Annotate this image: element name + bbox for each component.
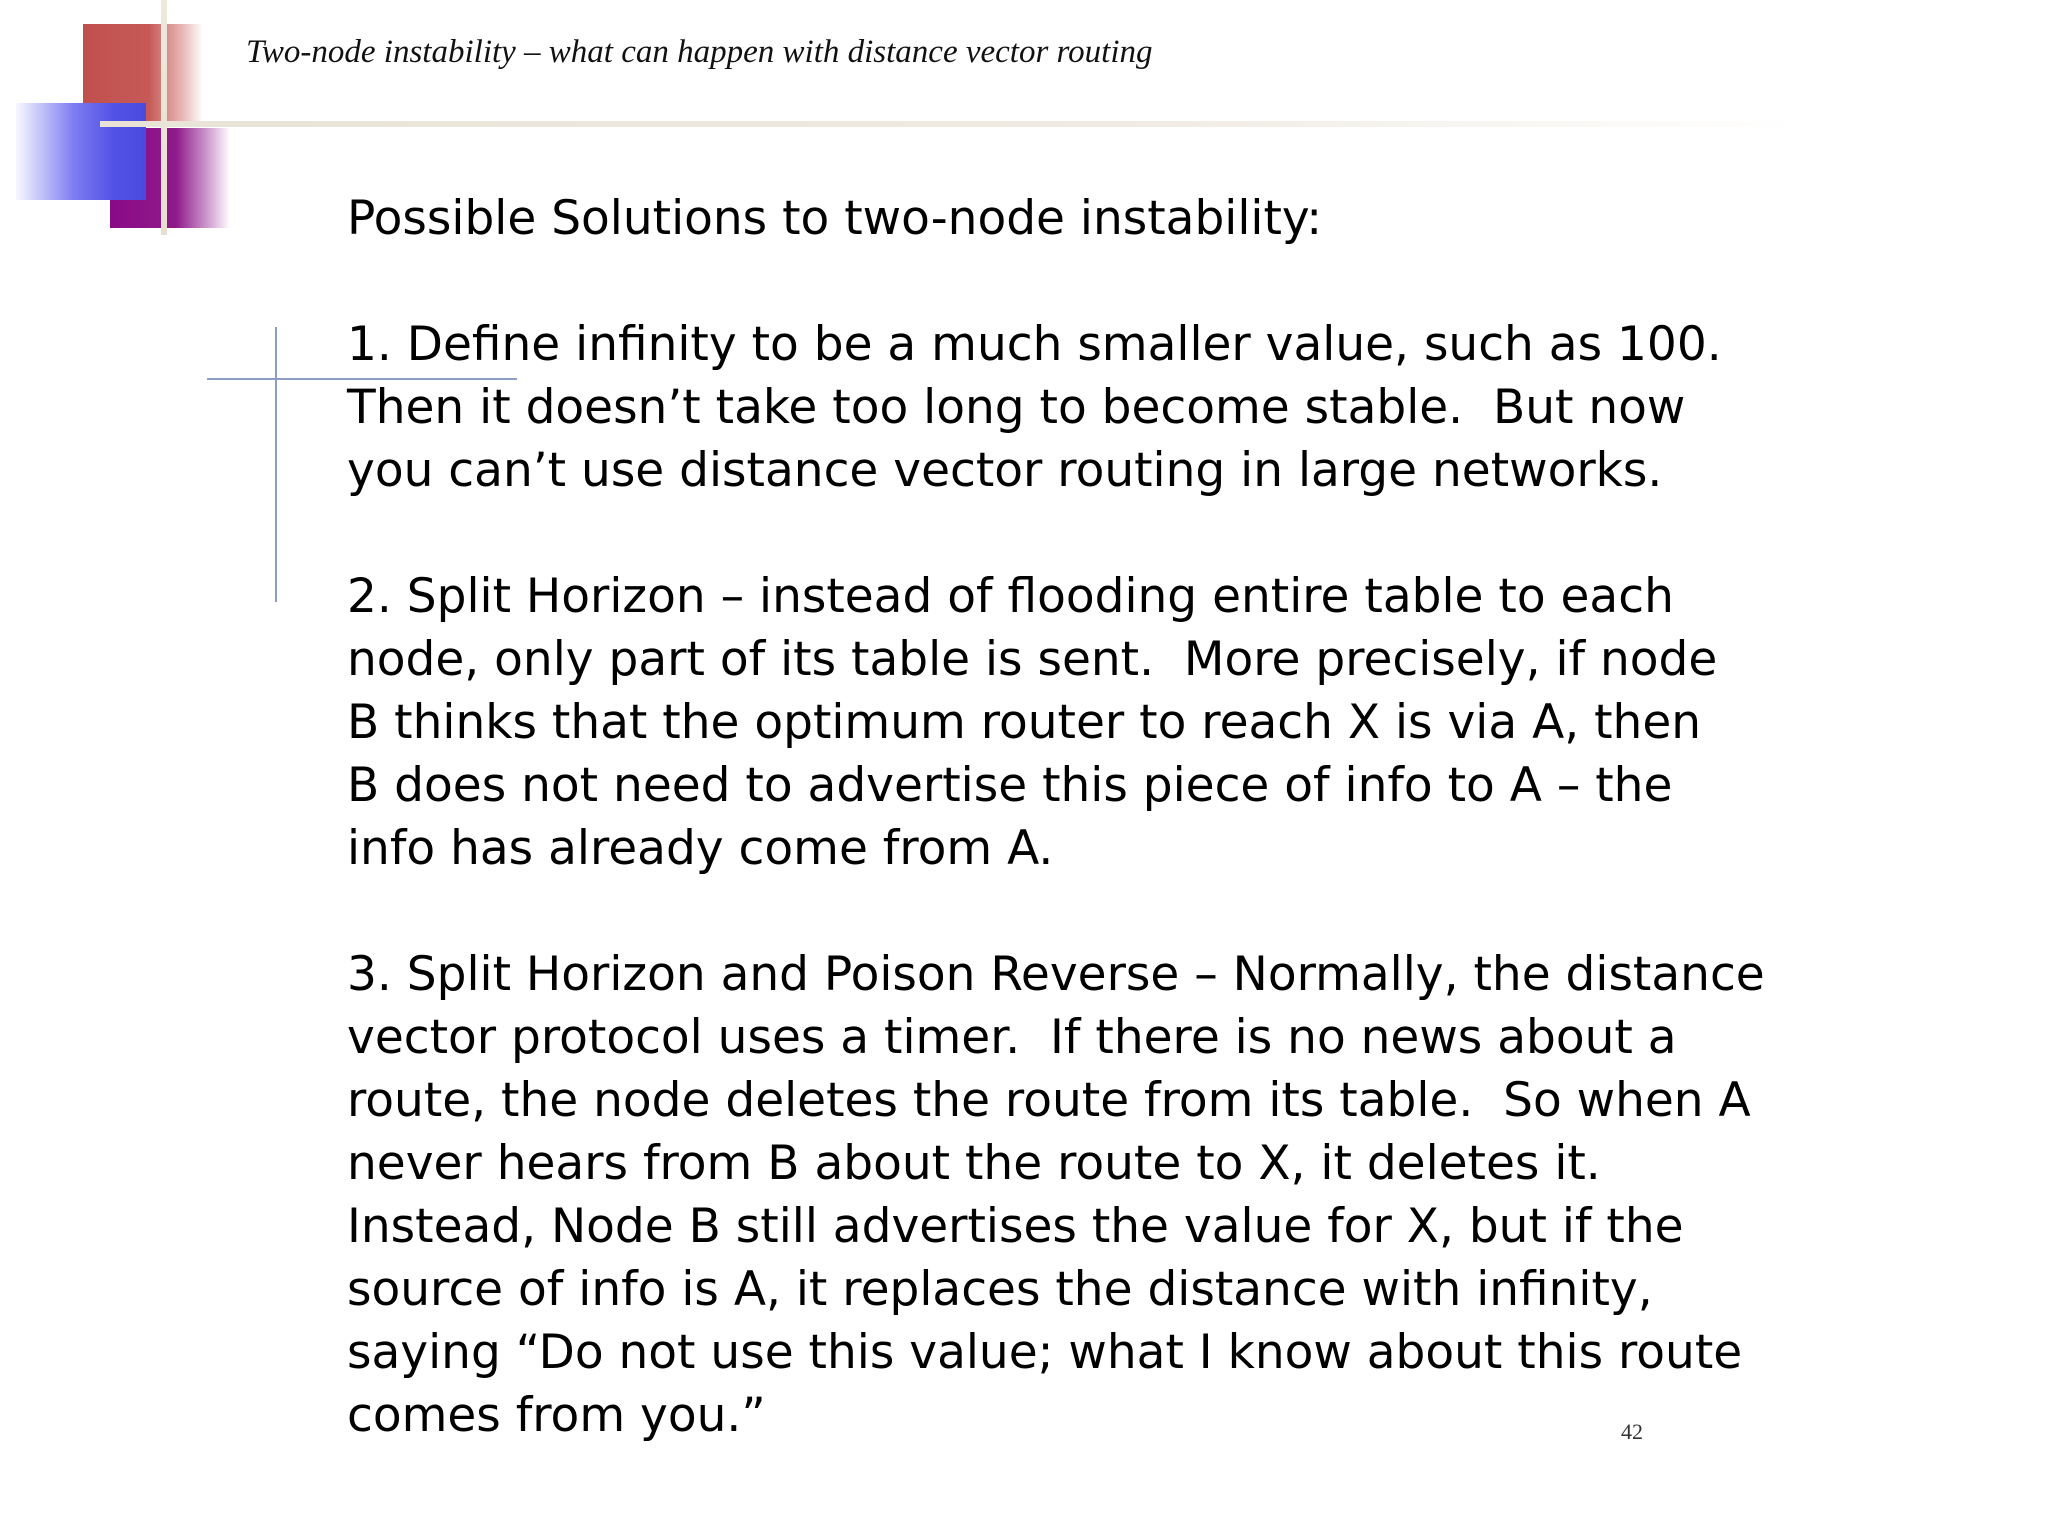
solution-1 xyxy=(347,313,1807,502)
decor-vertical-rule xyxy=(161,0,167,235)
solution-3-line: 3. Split Horizon and Poison Reverse – Normally, the distance xyxy=(347,947,1765,1002)
solution-3-line: route, the node deletes the route from its table. So when A xyxy=(347,1073,1751,1128)
decor-thin-vertical-line xyxy=(275,327,277,602)
page-number: 42 xyxy=(1621,1419,1643,1444)
slide-body xyxy=(347,187,1807,1447)
solution-2 xyxy=(347,565,1807,880)
solution-3-line: source of info is A, it replaces the distance with infinity, xyxy=(347,1262,1653,1317)
solution-3-line: saying “Do not use this value; what I know about this route xyxy=(347,1325,1743,1380)
solution-1-line: Then it doesn’t take too long to become stable. But now xyxy=(347,380,1686,435)
solution-3-line: Instead, Node B still advertises the value for X, but if the xyxy=(347,1199,1684,1254)
solution-2-line: B does not need to advertise this piece of info to A – the xyxy=(347,758,1673,813)
solution-3-line: never hears from B about the route to X, it deletes it. xyxy=(347,1136,1601,1191)
slide-heading xyxy=(347,187,1807,250)
solution-2-line: B thinks that the optimum router to reach X is via A, then xyxy=(347,695,1702,750)
solution-3 xyxy=(347,943,1807,1447)
solution-1-line: 1. Define infinity to be a much smaller value, such as 100. xyxy=(347,317,1722,372)
solution-2-line: node, only part of its table is sent. More precisely, if node xyxy=(347,632,1718,687)
heading-text: Possible Solutions to two-node instability: xyxy=(347,191,1323,246)
solution-1-line: you can’t use distance vector routing in large networks. xyxy=(347,443,1663,498)
solution-2-line: 2. Split Horizon – instead of flooding entire table to each xyxy=(347,569,1674,624)
solution-2-line: info has already come from A. xyxy=(347,821,1054,876)
decor-blue-square xyxy=(16,103,146,200)
solution-3-line: comes from you.” xyxy=(347,1388,766,1443)
decor-header-rule xyxy=(100,121,1800,127)
solution-3-line: vector protocol uses a timer. If there is no news about a xyxy=(347,1010,1677,1065)
slide-header-title: Two-node instability – what can happen with distance vector routing xyxy=(246,34,1153,70)
